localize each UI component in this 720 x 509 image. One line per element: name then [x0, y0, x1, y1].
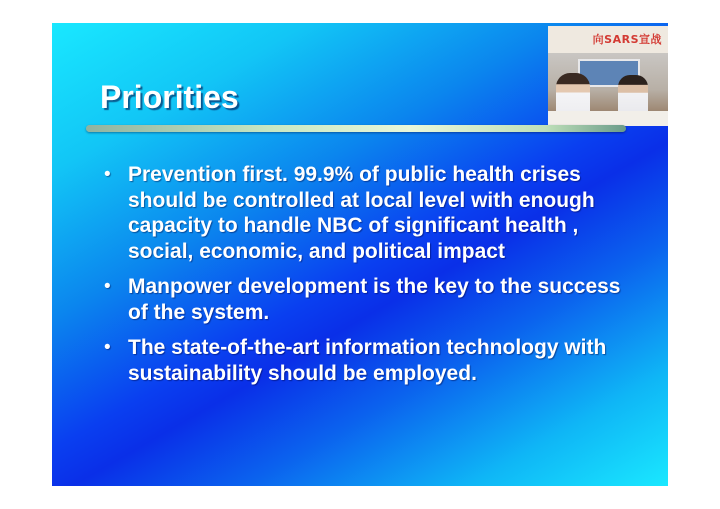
- bullet-item: [104, 162, 624, 264]
- bullet-item: [104, 335, 624, 386]
- bullet-text: Prevention first. 99.9% of public health crises should be controlled at local level with enough capacity to handle NBC of significant health , social, economic, and political impact: [128, 163, 595, 263]
- photo-desk: [548, 111, 668, 126]
- photo-scene: [548, 53, 668, 126]
- bullet-item: [104, 274, 624, 325]
- title-underline: [86, 125, 626, 132]
- bullet-text: The state-of-the-art information technology with sustainability should be employed.: [128, 336, 607, 385]
- bullet-text: Manpower development is the key to the success of the system.: [128, 275, 621, 324]
- bullet-dot-icon: •: [104, 276, 111, 297]
- slide: [52, 23, 668, 486]
- slide-title: Priorities: [100, 79, 239, 115]
- bullet-dot-icon: •: [104, 164, 111, 185]
- sars-photo: [548, 26, 668, 126]
- bullet-list: [104, 162, 624, 396]
- photo-banner-text: 向SARS宣战: [548, 26, 668, 53]
- bullet-dot-icon: •: [104, 337, 111, 358]
